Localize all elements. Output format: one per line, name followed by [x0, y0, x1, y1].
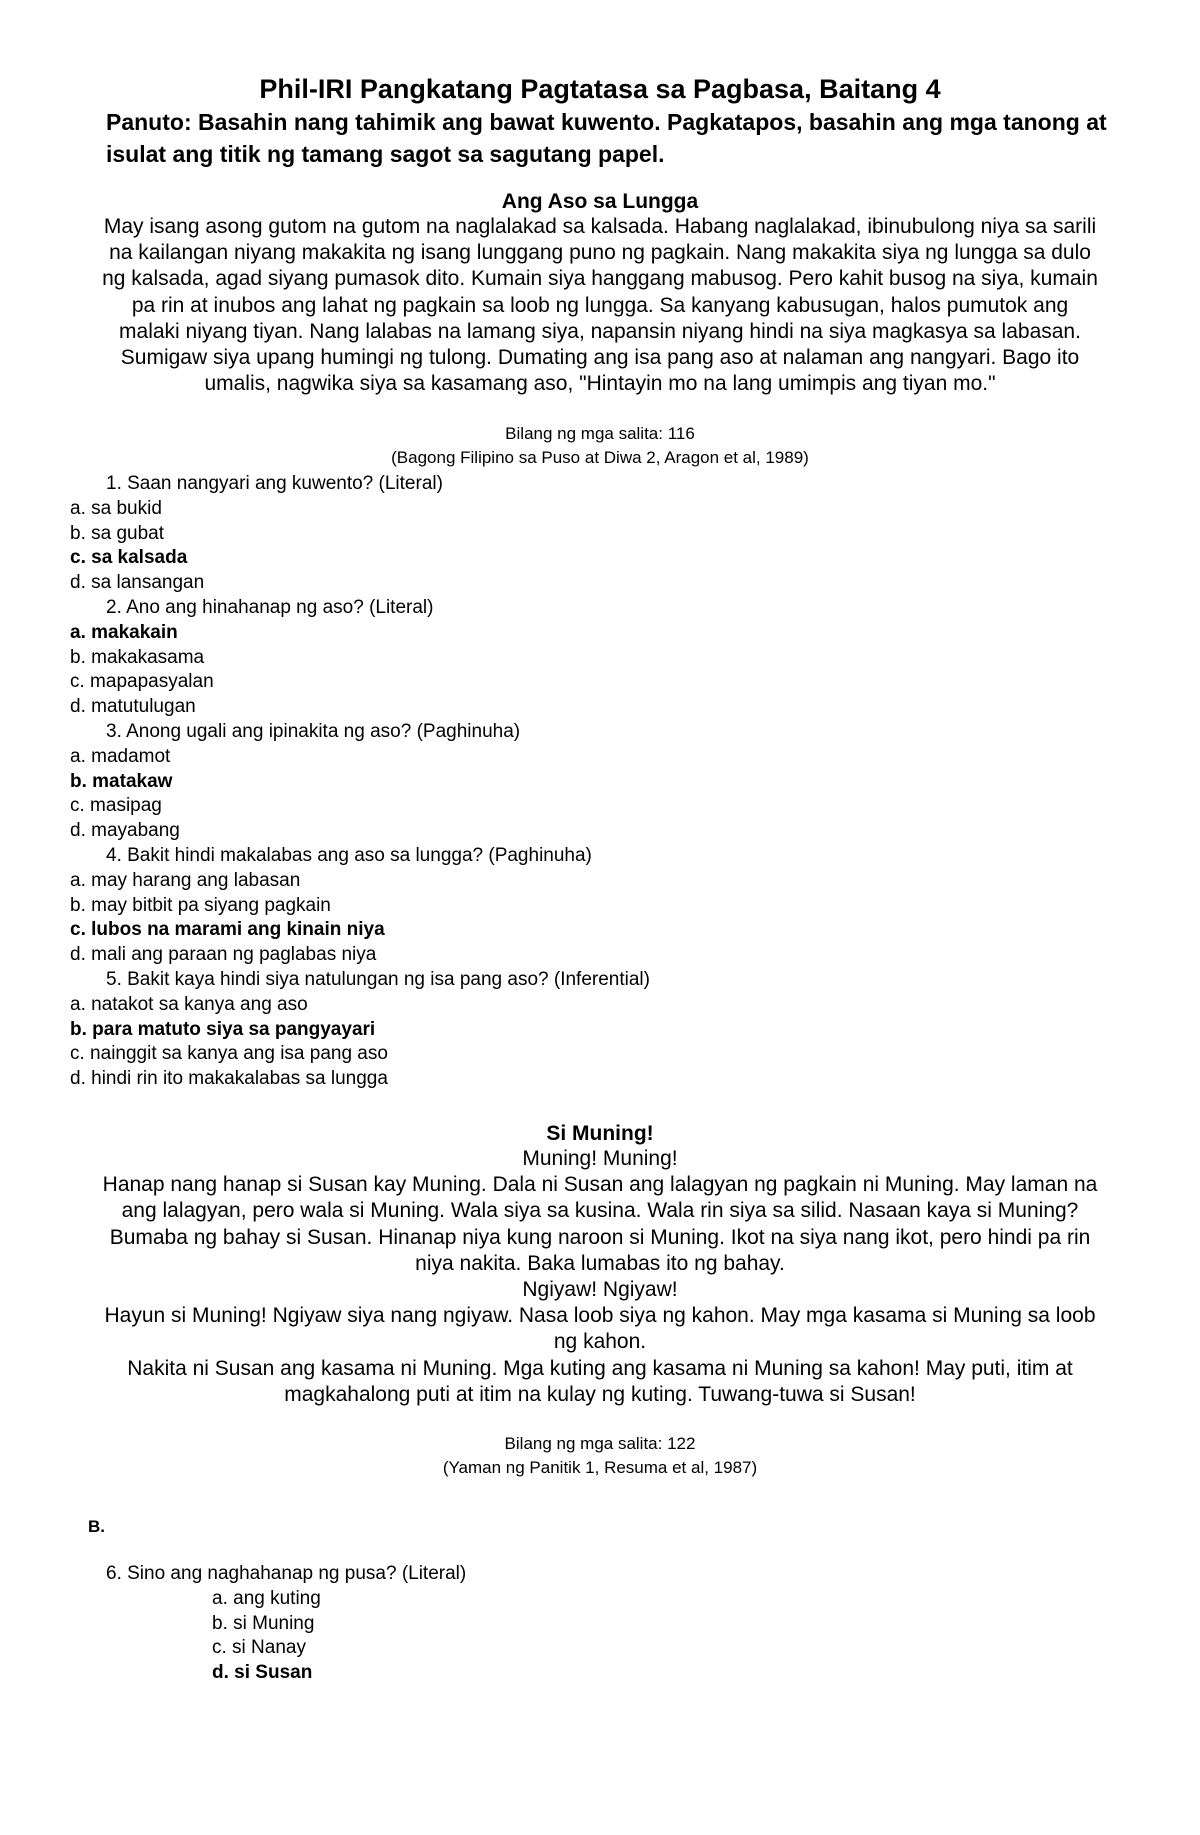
- questions-set-1: [0, 472, 1200, 1092]
- answer-option: b. may bitbit pa siyang pagkain: [70, 894, 331, 916]
- answer-option: c. nainggit sa kanya ang isa pang aso: [70, 1043, 388, 1065]
- answer-option: c. si Nanay: [212, 1637, 306, 1659]
- story2-paragraph: Hanap nang hanap si Susan kay Muning. Dala ni Susan ang lalagyan ng pagkain ni Muning. May laman na ang lalagyan, pero wala si Muning. Wala siya sa kusina. Wala rin siya sa silid. Nasaan kaya si Muning?: [102, 1173, 1098, 1223]
- story1-source: (Bagong Filipino sa Puso at Diwa 2, Aragon et al, 1989): [391, 448, 809, 467]
- story1-text: May isang asong gutom na gutom na naglalakad sa kalsada. Habang naglalakad, ibinubulong niya sa sarili na kailangan niyang makakita ng isang lunggang puno ng pagkain. Nang makakita siya ng lungga sa dulo ng kalsada, agad siyang pumasok dito. Kumain siya hanggang mabusog. Pero kahit busog na siya, kumain pa rin at inubos ang lahat ng pagkain sa loob ng lungga. Sa kanyang kabusugan, halos pumutok ang malaki niyang tiyan. Nang lalabas na lamang siya, napansin niyang hindi na siya magkasya sa labasan. Sumigaw siya upang humingi ng tulong. Dumating ang isa pang aso at nalaman ang nangyari. Bago ito umalis, nagwika siya sa kasamang aso, "Hintayin mo na lang umimpis ang tiyan mo.": [102, 215, 1098, 396]
- question-text: 3. Anong ugali ang ipinakita ng aso? (Paghinuha): [106, 720, 521, 742]
- story2-source: (Yaman ng Panitik 1, Resuma et al, 1987): [442, 1458, 758, 1477]
- answer-option: a. natakot sa kanya ang aso: [70, 993, 308, 1015]
- instructions: Panuto: Basahin nang tahimik ang bawat kuwento. Pagkatapos, basahin ang mga tanong at isulat ang titik ng tamang sagot sa sagutang papel.: [106, 109, 1107, 167]
- answer-option-correct: c. sa kalsada: [70, 547, 188, 569]
- answer-option: a. madamot: [70, 745, 171, 767]
- story2-paragraph: Ngiyaw! Ngiyaw!: [522, 1278, 678, 1302]
- answer-option: d. matutulugan: [70, 696, 196, 718]
- question-text: 1. Saan nangyari ang kuwento? (Literal): [106, 473, 443, 494]
- story2-paragraph: Hayun si Muning! Ngiyaw siya nang ngiyaw. Nasa loob siya ng kahon. May mga kasama si Muning sa loob ng kahon.: [104, 1304, 1096, 1354]
- answer-option: b. makakasama: [70, 646, 205, 668]
- story2-paragraph: Bumaba ng bahay si Susan. Hinanap niya kung naroon si Muning. Ikot na siya nang ikot, pero hindi pa rin niya nakita. Baka lumabas ito ng bahay.: [109, 1225, 1091, 1275]
- story1-title: Ang Aso sa Lungga: [501, 190, 699, 213]
- story2-paragraph: Nakita ni Susan ang kasama ni Muning. Mga kuting ang kasama ni Muning sa kahon! May puti, itim at magkahalong puti at itim na kulay ng kuting. Tuwang-tuwa si Susan!: [127, 1356, 1073, 1406]
- story2-word-count: Bilang ng mga salita: 122: [504, 1434, 696, 1453]
- question-text: 2. Ano ang hinahanap ng aso? (Literal): [106, 596, 434, 618]
- question-text: 5. Bakit kaya hindi siya natulungan ng isa pang aso? (Inferential): [106, 968, 650, 990]
- story1-word-count: Bilang ng mga salita: 116: [505, 424, 695, 443]
- answer-option: b. sa gubat: [70, 522, 165, 544]
- story2-paragraph: Muning! Muning!: [522, 1147, 678, 1170]
- question-text: 4. Bakit hindi makalabas ang aso sa lungga? (Paghinuha): [106, 844, 592, 866]
- answer-option-correct: d. si Susan: [212, 1662, 313, 1684]
- answer-option: c. masipag: [70, 795, 162, 817]
- answer-option-correct: c. lubos na marami ang kinain niya: [70, 919, 385, 941]
- answer-option: a. ang kuting: [212, 1587, 321, 1609]
- story2-body: [100, 1146, 1100, 1408]
- answer-option: c. mapapasyalan: [70, 671, 214, 693]
- answer-option: d. mayabang: [70, 820, 180, 842]
- answer-option-correct: b. para matuto siya sa pangyayari: [70, 1018, 376, 1040]
- question-text: 6. Sino ang naghahanap ng pusa? (Literal): [106, 1563, 467, 1584]
- section-b-label: B.: [88, 1517, 105, 1536]
- answer-option: d. mali ang paraan ng paglabas niya: [70, 944, 377, 966]
- answer-option: d. hindi rin ito makakalabas sa lungga: [70, 1068, 388, 1090]
- answer-option: a. may harang ang labasan: [70, 869, 301, 891]
- answer-option: a. sa bukid: [70, 497, 162, 519]
- story1-body: [100, 214, 1100, 397]
- answer-option-correct: b. matakaw: [70, 770, 173, 792]
- answer-option-correct: a. makakain: [70, 621, 178, 643]
- story2-title: Si Muning!: [546, 1122, 654, 1145]
- questions-set-2: [0, 1562, 1200, 1686]
- answer-option: d. sa lansangan: [70, 572, 205, 594]
- answer-option: b. si Muning: [212, 1612, 315, 1634]
- document-title: Phil-IRI Pangkatang Pagtatasa sa Pagbasa, Baitang 4: [259, 74, 941, 104]
